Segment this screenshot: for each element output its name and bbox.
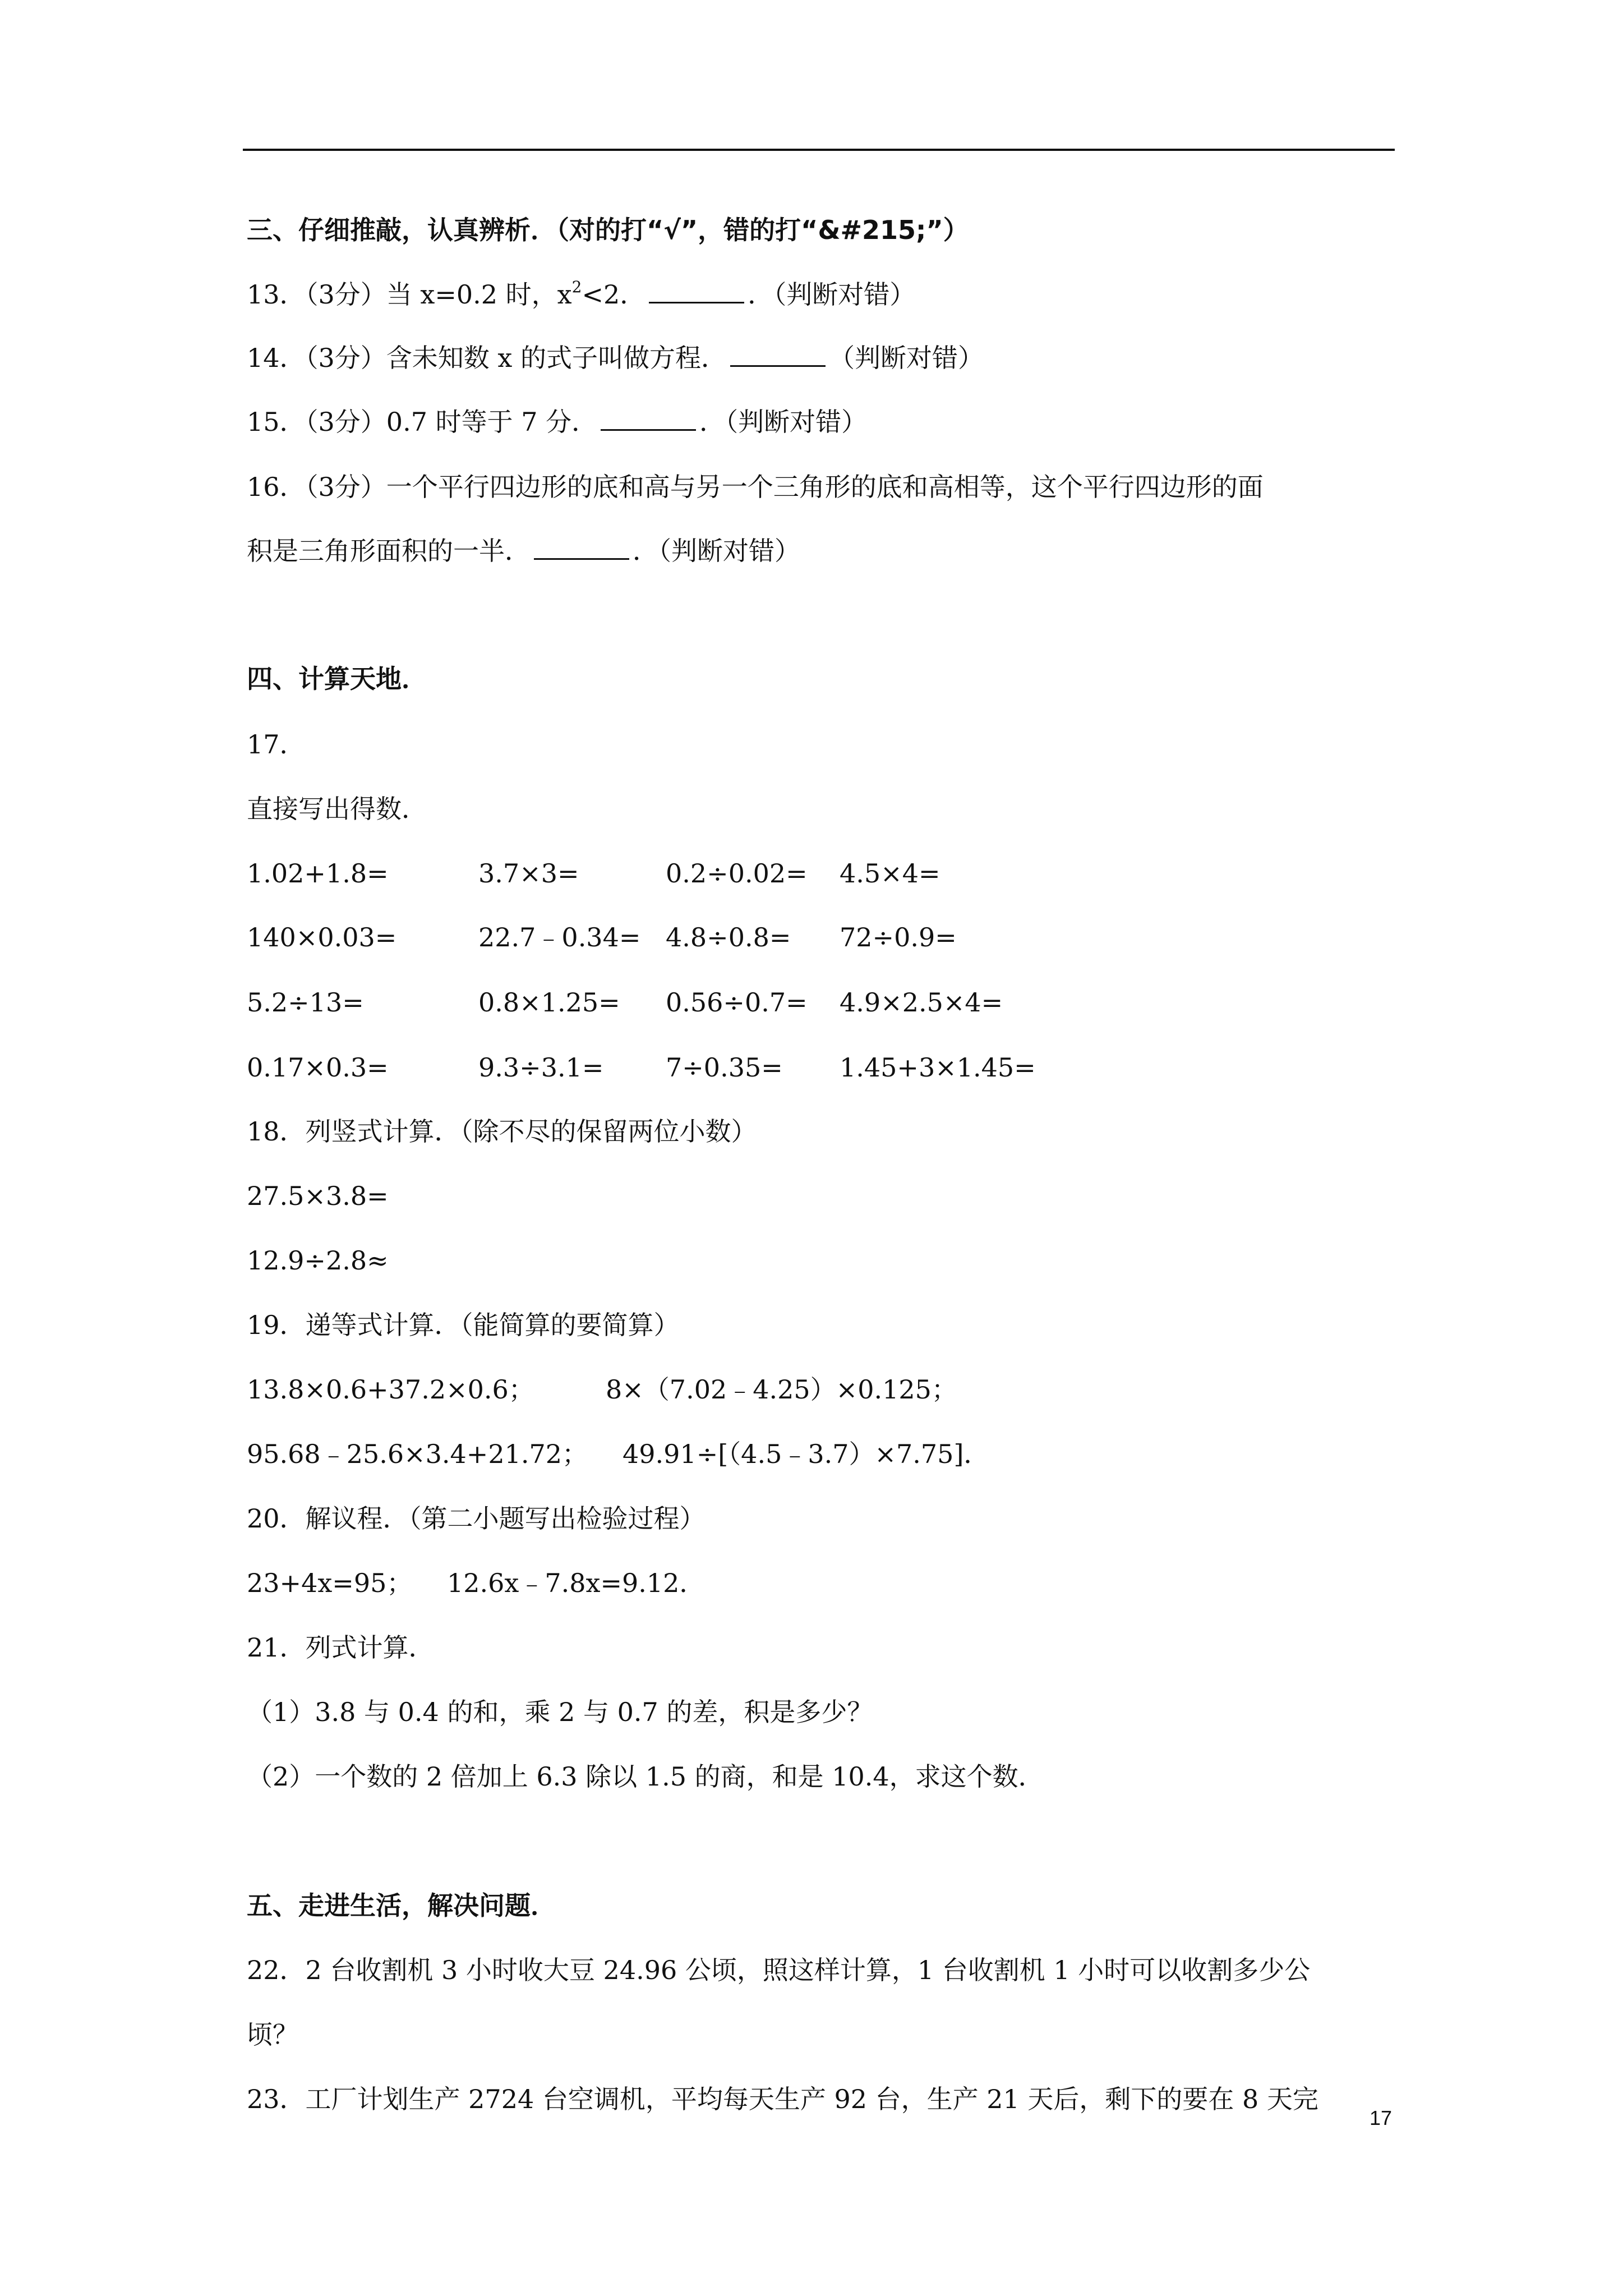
question-22-line-1: 22．2 台收割机 3 小时收大豆 24.96 公顷，照这样计算，1 台收割机 1 小时可以收割多少公 xyxy=(247,1955,1311,1985)
q14-text: 14．（3分）含未知数 x 的式子叫做方程． xyxy=(247,343,727,373)
calc-item: 0.8×1.25= xyxy=(478,987,620,1018)
question-21-title: 21．列式计算． xyxy=(247,1632,435,1663)
question-16-line-2 xyxy=(247,534,800,568)
q13-text: 13．（3分）当 x=0.2 时，x xyxy=(247,279,572,310)
question-20-title: 20．解议程．（第二小题写出检验过程） xyxy=(247,1503,706,1534)
calc-item: 4.9×2.5×4= xyxy=(840,987,1003,1018)
calc-item: 72÷0.9= xyxy=(840,922,957,953)
q13-suffix: ．（判断对错） xyxy=(748,279,916,310)
q13-exponent: 2 xyxy=(571,278,582,296)
question-18-item-b: 12.9÷2.8≈ xyxy=(247,1245,389,1276)
question-19-title: 19．递等式计算．（能简算的要简算） xyxy=(247,1310,680,1340)
calc-item: 22.7﹣0.34= xyxy=(478,922,641,953)
question-18-title: 18．列竖式计算．（除不尽的保留两位小数） xyxy=(247,1116,757,1147)
calc-item: 140×0.03= xyxy=(247,922,397,953)
question-18-item-a: 27.5×3.8= xyxy=(247,1181,389,1211)
question-16-line-1: 16．（3分）一个平行四边形的底和高与另一个三角形的底和高相等，这个平行四边形的面 xyxy=(247,472,1264,502)
calc-item: 1.45+3×1.45= xyxy=(840,1052,1036,1083)
question-15 xyxy=(247,405,867,439)
question-17-number: 17． xyxy=(247,729,306,760)
calc-item: 9.3÷3.1= xyxy=(478,1052,604,1083)
calc-item: 4.5×4= xyxy=(840,858,940,889)
calc-item: 3.7×3= xyxy=(478,858,579,889)
question-20-item-b: 12.6x﹣7.8x=9.12． xyxy=(447,1568,706,1598)
q14-suffix: （判断对错） xyxy=(829,343,984,373)
question-21-part-1: （1）3.8 与 0.4 的和，乘 2 与 0.7 的差，积是多少？ xyxy=(247,1697,873,1727)
question-19-item-b: 8×（7.02﹣4.25）×0.125； xyxy=(606,1374,957,1405)
section-3-heading: 三、仔细推敲，认真辨析．（对的打“√”，错的打“&#215;”） xyxy=(247,215,969,245)
calc-item: 0.56÷0.7= xyxy=(666,987,808,1018)
header-rule xyxy=(243,149,1395,151)
calc-item: 1.02+1.8= xyxy=(247,858,389,889)
question-23-line-1: 23．工厂计划生产 2724 台空调机，平均每天生产 92 台，生产 21 天后，剩下的要在 8 天完 xyxy=(247,2084,1318,2114)
question-13 xyxy=(247,278,915,311)
question-17-title: 直接写出得数． xyxy=(247,794,427,824)
q16-suffix: ．（判断对错） xyxy=(633,536,800,566)
calc-item: 7÷0.35= xyxy=(666,1052,783,1083)
calc-item: 0.2÷0.02= xyxy=(666,858,808,889)
question-21-part-2: （2）一个数的 2 倍加上 6.3 除以 1.5 的商，和是 10.4，求这个数． xyxy=(247,1761,1044,1792)
calc-item: 5.2÷13= xyxy=(247,987,364,1018)
question-19-item-c: 95.68﹣25.6×3.4+21.72； xyxy=(247,1439,588,1469)
question-20-item-a: 23+4x=95； xyxy=(247,1568,413,1598)
q14-answer-blank[interactable] xyxy=(730,343,826,367)
q15-text: 15．（3分）0.7 时等于 7 分． xyxy=(247,407,598,437)
section-4-heading: 四、计算天地． xyxy=(247,664,427,694)
page-number: 17 xyxy=(1370,2106,1393,2129)
q15-answer-blank[interactable] xyxy=(601,407,696,431)
section-5-heading: 五、走进生活，解决问题． xyxy=(247,1890,556,1921)
q16-answer-blank[interactable] xyxy=(534,536,629,560)
question-14 xyxy=(247,341,984,375)
calc-item: 0.17×0.3= xyxy=(247,1052,389,1083)
question-19-item-d: 49.91÷[（4.5﹣3.7）×7.75]． xyxy=(623,1439,990,1469)
q15-suffix: ．（判断对错） xyxy=(699,407,868,437)
q13-answer-blank[interactable] xyxy=(649,279,744,303)
calc-item: 4.8÷0.8= xyxy=(666,922,791,953)
question-22-line-2: 顷？ xyxy=(247,2019,298,2050)
q16-text: 积是三角形面积的一半． xyxy=(247,536,531,566)
q13-condition: <2． xyxy=(582,279,646,310)
question-19-item-a: 13.8×0.6+37.2×0.6； xyxy=(247,1374,534,1405)
